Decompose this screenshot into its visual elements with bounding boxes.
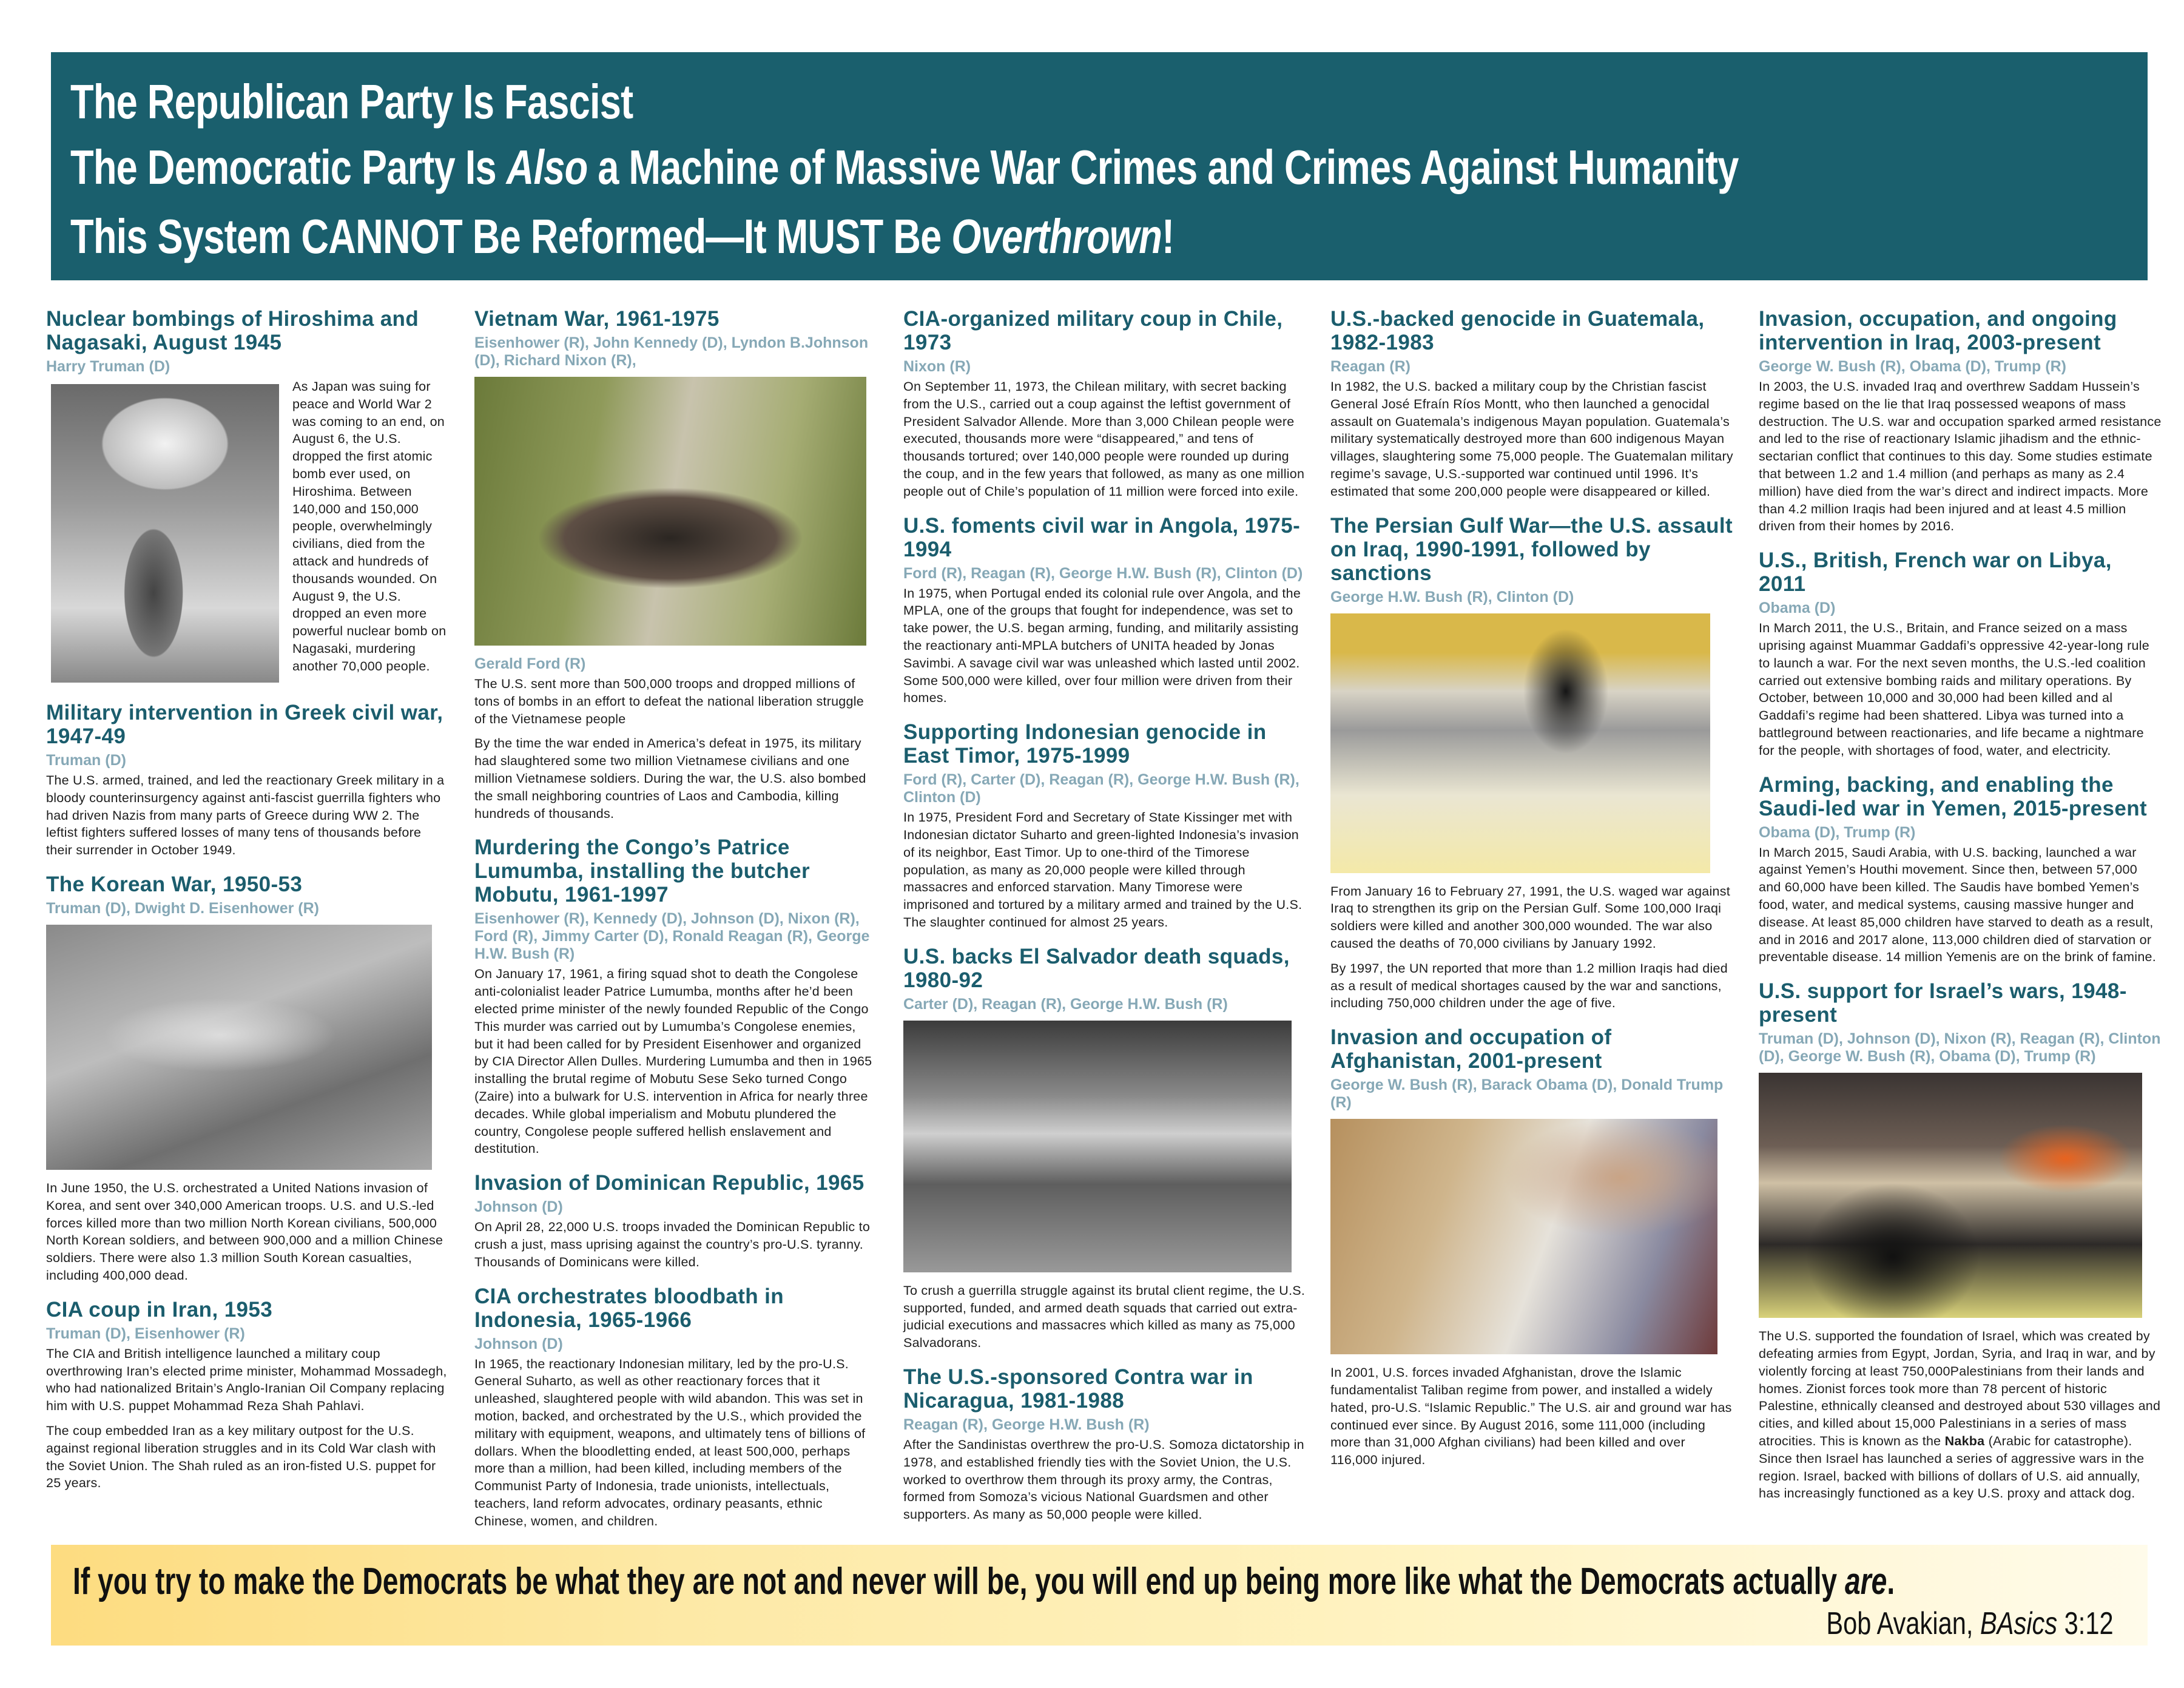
emphasis-text: are bbox=[1844, 1561, 1887, 1602]
headline-line-2 bbox=[70, 138, 1739, 197]
section-body bbox=[46, 1180, 449, 1285]
section bbox=[474, 1171, 877, 1271]
text-segment: The U.S. sent more than 500,000 troops and dropped millions of tons of bombs in an effort to defeat the national liberation struggle of the Vietnamese people bbox=[474, 677, 864, 726]
section bbox=[1759, 773, 2162, 967]
section-presidents: Reagan (R) bbox=[1330, 358, 1410, 375]
section-presidents: George H.W. Bush (R), Clinton (D) bbox=[1330, 588, 1574, 606]
section bbox=[46, 873, 449, 1285]
section-body bbox=[1330, 960, 1733, 1012]
section-presidents: Harry Truman (D) bbox=[46, 358, 170, 375]
text-segment: The U.S. supported the foundation of Israel, which was created by defeating armies from Egypt, Jordan, Syria, and Iraq in war, and by violently forcing at least 750,000Palestinians from their lands and homes. Zionist forces took more than 78 percent of historic Palestine, ethnically cleansed and destroyed about 530 villages and cities, and killed about 15,000 Palestinians in a series of mass atrocities. This is known as the bbox=[1759, 1329, 2161, 1448]
section-presidents: Eisenhower (R), Kennedy (D), Johnson (D), Nixon (R), Ford (R), Jimmy Carter (D), Ronald Reagan (R), George H.W. Bush (R) bbox=[474, 910, 870, 963]
emphasis-text: Nakba bbox=[1944, 1433, 1985, 1448]
quote-banner bbox=[51, 1545, 2148, 1646]
text-segment: The coup embedded Iran as a key military outpost for the U.S. against regional liberation struggles and in its Cold War clash with the Soviet Union. The Shah ruled as an iron-fisted U.S. puppet for 25 years. bbox=[46, 1423, 436, 1491]
text-segment: In March 2011, the U.S., Britain, and France seized on a mass uprising against Muammar Gaddafi’s oppressive 42-year-long rule to launch a war. For the next seven months, the U.S.-led coalition carried out extensive bombing raids and military operations. By October, between 10,000 and 30,000 had been killed and al Gaddafi’s regime had been shattered. Libya was turned into a battleground between reactionaries, and life became a nightmare for the people, with shortages of food, water, and electricity. bbox=[1759, 621, 2149, 758]
section-presidents: Truman (D), Dwight D. Eisenhower (R) bbox=[46, 899, 320, 917]
section-title: Invasion and occupation of Afghanistan, 2001-present bbox=[1330, 1025, 1612, 1073]
section-title: The Persian Gulf War—the U.S. assault on Iraq, 1990-1991, followed by sanctions bbox=[1330, 513, 1733, 585]
section-body bbox=[474, 965, 877, 1158]
column-4 bbox=[1330, 307, 1733, 1482]
section-presidents: Ford (R), Carter (D), Reagan (R), George H.W. Bush (R), Clinton (D) bbox=[903, 771, 1299, 806]
section-body bbox=[474, 1355, 877, 1530]
section-presidents: Nixon (R) bbox=[903, 358, 971, 375]
section bbox=[1759, 979, 2162, 1502]
emphasis-text: Also bbox=[506, 140, 588, 194]
section-body bbox=[46, 1422, 449, 1492]
text-segment: On September 11, 1973, the Chilean military, with secret backing from the U.S., carried out a coup against the leftist government of President Salvador Allende. More than 3,000 Chilean people were executed, thousands more were “disappeared,” and tens of thousands tortured; over 140,000 people were rounded up during the coup, and in the few years that followed, as many as one million people out of Chile’s population of 11 million were forced into exile. bbox=[903, 379, 1305, 499]
section-title: Supporting Indonesian genocide in East Timor, 1975-1999 bbox=[903, 720, 1267, 768]
text-segment: On April 28, 22,000 U.S. troops invaded the Dominican Republic to crush a just, mass uprising against the country’s pro-U.S. tyranny. Thousands of Dominicans were killed. bbox=[474, 1220, 871, 1269]
section-body bbox=[1330, 1364, 1733, 1469]
section bbox=[903, 945, 1306, 1352]
section-title: U.S. backs El Salvador death squads, 1980-92 bbox=[903, 944, 1290, 992]
photo-with-text bbox=[46, 378, 449, 687]
quote-attribution bbox=[1827, 1605, 2114, 1642]
section-body bbox=[1330, 883, 1733, 953]
headline-line-1 bbox=[70, 73, 633, 131]
text-segment: 3:12 bbox=[2057, 1606, 2114, 1641]
section-presidents: Johnson (D) bbox=[474, 1335, 563, 1352]
section-title: U.S. foments civil war in Angola, 1975-1994 bbox=[903, 513, 1301, 561]
section-title: Arming, backing, and enabling the Saudi-led war in Yemen, 2015-present bbox=[1759, 772, 2148, 820]
section-body bbox=[46, 772, 449, 859]
section-presidents: Carter (D), Reagan (R), George H.W. Bush (R) bbox=[903, 995, 1228, 1013]
section-title: Military intervention in Greek civil war, 1947-49 bbox=[46, 701, 443, 748]
section-title: The Korean War, 1950-53 bbox=[46, 872, 303, 896]
section-title: Murdering the Congo’s Patrice Lumumba, installing the butcher Mobutu, 1961-1997 bbox=[474, 836, 810, 907]
section-title: Invasion, occupation, and ongoing intervention in Iraq, 2003-present bbox=[1759, 307, 2117, 354]
section-body bbox=[1759, 619, 2162, 759]
section bbox=[1330, 1025, 1733, 1469]
section-body bbox=[903, 1436, 1306, 1524]
section bbox=[903, 307, 1306, 501]
text-segment: In 1982, the U.S. backed a military coup by the Christian fascist General José Efraín Ríos Montt, who then launched a genocidal assault on Guatemala’s indigenous Mayan population. Guatemala’s military systematically destroyed more than 600 indigenous Mayan villages, slaughtering some 75,000 people. The Guatemalan military regime’s savage, U.S.-supported war continued until 1996. It’s estimated that some 200,000 people were disappeared or killed. bbox=[1330, 379, 1733, 499]
text-segment: On January 17, 1961, a firing squad shot to death the Congolese anti-colonialist leader Patrice Lumumba, months after he’d been elected prime minister of the newly founded Republic of the Congo This murder was carried out by Lumumba’s Congolese enemies, but it had been called for by President Eisenhower and organized by CIA Director Allen Dulles. Murdering Lumumba and then in 1965 installing the brutal regime of Mobutu Sese Seko turned Congo (Zaire) into a bulwark for U.S. intervention in Africa for nearly three decades. While global imperialism and Mobutu plundered the country, Congolese people suffered hellish enslavement and destitution. bbox=[474, 967, 872, 1156]
section bbox=[1759, 307, 2162, 535]
hospital-child-photo bbox=[1330, 613, 1710, 873]
emphasis-text: BAsics bbox=[1980, 1606, 2058, 1641]
headline-line-3 bbox=[70, 208, 1174, 266]
section-body bbox=[1330, 378, 1733, 501]
text-segment: By the time the war ended in America’s defeat in 1975, its military had slaughtered some two million Vietnamese civilians and one million Vietnamese soldiers. During the war, the U.S. also bombed the small neighboring countries of Laos and Cambodia, killing hundreds of thousands. bbox=[474, 736, 866, 821]
section bbox=[474, 1285, 877, 1530]
mushroom-cloud-photo bbox=[51, 384, 279, 683]
quote-text bbox=[73, 1561, 1895, 1603]
section bbox=[46, 701, 449, 859]
section-presidents: Gerald Ford (R) bbox=[474, 655, 586, 672]
section-title: Vietnam War, 1961-1975 bbox=[474, 307, 720, 331]
section bbox=[46, 1298, 449, 1492]
section-body bbox=[903, 585, 1306, 707]
section bbox=[1330, 307, 1733, 501]
section-body bbox=[1759, 1328, 2162, 1502]
afghan-children-victims-photo bbox=[1330, 1119, 1717, 1354]
text-segment: If you try to make the Democrats be what they are not and never will be, you will end up being more like what the Democrats actually bbox=[73, 1561, 1845, 1602]
column-1 bbox=[46, 307, 449, 1505]
section-presidents: Obama (D), Trump (R) bbox=[1759, 823, 1916, 841]
text-segment: To crush a guerrilla struggle against its brutal client regime, the U.S. supported, funded, and armed death squads that carried out extra-judicial executions and massacres which killed as many as 75,000 Salvadorans. bbox=[903, 1283, 1306, 1351]
section-title: Invasion of Dominican Republic, 1965 bbox=[474, 1171, 864, 1195]
text-segment: ! bbox=[1162, 209, 1175, 263]
column-3 bbox=[903, 307, 1306, 1537]
section-presidents: Truman (D), Eisenhower (R) bbox=[46, 1325, 245, 1342]
text-segment: a Machine of Massive War Crimes and Crimes Against Humanity bbox=[587, 140, 1739, 194]
section bbox=[903, 720, 1306, 931]
text-segment: (Arabic for catastrophe). Since then Israel has launched a series of aggressive wars in the region. Israel, backed with billions of dollars of U.S. aid annually, has increasingly functioned as a key U.S. proxy and attack dog. bbox=[1759, 1433, 2145, 1501]
section-title: The U.S.-sponsored Contra war in Nicaragua, 1981-1988 bbox=[903, 1365, 1253, 1413]
text-segment: The Democratic Party Is bbox=[70, 140, 507, 194]
text-segment: This System CANNOT Be Reformed—It MUST Be bbox=[70, 209, 952, 263]
section bbox=[903, 514, 1306, 707]
text-segment: In 2001, U.S. forces invaded Afghanistan, drove the Islamic fundamentalist Taliban regime from power, and installed a widely hated, pro-U.S. “Islamic Republic.” The U.S. air and ground war has continued ever since. By August 2016, some 111,000 (including more than 31,000 Afghan civilians) had been killed and over 116,000 injured. bbox=[1330, 1365, 1732, 1468]
section-title: Nuclear bombings of Hiroshima and Nagasaki, August 1945 bbox=[46, 307, 419, 354]
section-presidents: George W. Bush (R), Barack Obama (D), Donald Trump (R) bbox=[1330, 1076, 1724, 1112]
section-presidents: Ford (R), Reagan (R), George H.W. Bush (R), Clinton (D) bbox=[903, 564, 1303, 582]
section-presidents: Eisenhower (R), John Kennedy (D), Lyndon B.Johnson (D), Richard Nixon (R), bbox=[474, 334, 869, 369]
text-segment: . bbox=[1887, 1561, 1895, 1602]
section-body bbox=[474, 675, 877, 728]
section-body bbox=[903, 809, 1306, 931]
headline-banner bbox=[51, 52, 2148, 280]
korean-war-victims-photo bbox=[46, 925, 432, 1170]
section bbox=[1330, 514, 1733, 1013]
text-segment: From January 16 to February 27, 1991, the U.S. waged war against Iraq to strengthen its grip on the Persian Gulf. Some 100,000 Iraqi soldiers were killed and another 300,000 wounded. The war also caused the deaths of 70,000 civilians by January 1992. bbox=[1330, 883, 1730, 951]
text-segment: The Republican Party Is Fascist bbox=[70, 75, 633, 129]
section-body bbox=[1759, 844, 2162, 967]
section-body bbox=[474, 735, 877, 822]
section-presidents: George W. Bush (R), Obama (D), Trump (R) bbox=[1759, 358, 2066, 375]
section-title: U.S., British, French war on Libya, 2011 bbox=[1759, 549, 2112, 596]
death-squad-victims-photo bbox=[903, 1021, 1292, 1272]
text-segment: Bob Avakian, bbox=[1826, 1606, 1981, 1641]
section-presidents: Obama (D) bbox=[1759, 599, 1836, 617]
emphasis-text: Overthrown bbox=[951, 209, 1162, 263]
text-segment: After the Sandinistas overthrew the pro-U.S. Somoza dictatorship in 1978, and established friendly ties with the Soviet Union, the U.S. worked to overthrow them through its proxy army, the Contras, formed from Somoza’s vicious National Guardsmen and other supporters. As many as 50,000 people were killed. bbox=[903, 1437, 1304, 1522]
column-5 bbox=[1759, 307, 2162, 1516]
section-title: U.S.-backed genocide in Guatemala, 1982-1983 bbox=[1330, 307, 1705, 354]
gaza-family-fleeing-photo bbox=[1759, 1073, 2142, 1318]
section bbox=[1759, 549, 2162, 759]
text-segment: The CIA and British intelligence launched a military coup overthrowing Iran’s elected prime minister, Mohammad Mossadegh, who had nationalized Britain’s Anglo-Iranian Oil Company replacing him with U.S. puppet Mohammad Reza Shah Pahlavi. bbox=[46, 1346, 447, 1414]
section-presidents: Johnson (D) bbox=[474, 1198, 563, 1216]
section bbox=[474, 836, 877, 1158]
text-segment: By 1997, the UN reported that more than 1.2 million Iraqis had died as a result of medical shortages caused by the war and sanctions, including 750,000 children under the age of five. bbox=[1330, 960, 1728, 1011]
text-segment: In June 1950, the U.S. orchestrated a United Nations invasion of Korea, and sent over 340,000 American troops. U.S. and U.S.-led forces killed more than two million North Korean civilians, 500,000 North Korean soldiers, and between 900,000 and a million Chinese soldiers. There were also 1.3 million South Korean casualties, including 400,000 dead. bbox=[46, 1180, 443, 1283]
section bbox=[474, 307, 877, 822]
section-title: CIA-organized military coup in Chile, 1973 bbox=[903, 307, 1283, 354]
section-presidents: Reagan (R), George H.W. Bush (R) bbox=[903, 1416, 1150, 1433]
text-segment: In 1965, the reactionary Indonesian military, led by the pro-U.S. General Suharto, as well as other reactionary forces that it unleashed, slaughtered people with wild abandon. This was set in motion, backed, and orchestrated by the U.S., which provided the military with equipment, weapons, and ultimately tens of billions of dollars. When the bloodletting ended, at least 500,000, perhaps more than a million, had been killed, including members of the Communist Party of Indonesia, trade unionists, intellectuals, teachers, land reform advocates, ordinary peasants, ethnic Chinese, women, and children. bbox=[474, 1356, 866, 1528]
section-body bbox=[903, 378, 1306, 501]
column-2 bbox=[474, 307, 877, 1544]
section bbox=[903, 1365, 1306, 1524]
section-title: CIA coup in Iran, 1953 bbox=[46, 1297, 273, 1322]
text-segment: As Japan was suing for peace and World War 2 was coming to an end, on August 6, the U.S. dropped the first atomic bomb ever used, on Hiroshima. Between 140,000 and 150,000 people, overwhelmingly civilians, died from the attack and hundreds of thousands wounded. On August 9, the U.S. dropped an even more powerful nuclear bomb on Nagasaki, murdering another 70,000 people. bbox=[292, 379, 447, 674]
section-body bbox=[46, 1345, 449, 1415]
text-segment: In 1975, President Ford and Secretary of State Kissinger met with Indonesian dictator Suharto and green-lighted Indonesia’s invasion of its neighbor, East Timor. Up to one-third of the Timorese population, as many as 20,000 people were killed through massacres and enforced starvation. Many Timorese were imprisoned and tortured by a military armed and trained by the U.S. The slaughter continued for almost 25 years. bbox=[903, 810, 1303, 930]
section bbox=[46, 307, 449, 687]
text-segment: In 2003, the U.S. invaded Iraq and overthrew Saddam Hussein’s regime based on the lie that Iraq possessed weapons of mass destruction. The U.S. war and occupation sparked armed resistance and led to the rise of reactionary Islamic jihadism and the ethnic-sectarian conflict that continues to this day. Some studies estimate that between 1.2 and 1.4 million (and perhaps as many as 2.4 million) have died from the war’s direct and indirect impacts. More than 4.2 million Iraqis had been injured and at least 4.5 million driven from their homes by 2016. bbox=[1759, 379, 2162, 534]
text-segment: In 1975, when Portugal ended its colonial rule over Angola, and the MPLA, one of the groups that fought for independence, was set to take power, the U.S. began arming, funding, and militarily assisting the reactionary anti-MPLA butchers of UNITA headed by Jonas Savimbi. A savage civil war was unleashed which lasted until 2002. Some 500,000 were killed, over four million were driven from their homes. bbox=[903, 586, 1301, 706]
section-body bbox=[474, 1218, 877, 1271]
section-presidents: Truman (D), Johnson (D), Nixon (R), Reagan (R), Clinton (D), George W. Bush (R), Obama (D), Trump (R) bbox=[1759, 1030, 2161, 1065]
section-title: CIA orchestrates bloodbath in Indonesia, 1965-1966 bbox=[474, 1284, 784, 1332]
section-title: U.S. support for Israel’s wars, 1948-present bbox=[1759, 979, 2127, 1027]
section-body bbox=[903, 1282, 1306, 1352]
section-body bbox=[1759, 378, 2162, 535]
text-segment: In March 2015, Saudi Arabia, with U.S. backing, launched a war against Yemen’s Houthi movement. Since then, between 57,000 and 60,000 have been killed. The Saudis have bombed Yemen’s food, water, and medical systems, causing massive hunger and disease. At least 85,000 children have starved to death as a result, and in 2016 and 2017 alone, 113,000 children died of starvation or preventable disease. 14 million Yemenis are on the brink of famine. bbox=[1759, 845, 2156, 965]
my-lai-massacre-photo bbox=[474, 377, 866, 646]
section-presidents: Truman (D) bbox=[46, 752, 126, 769]
text-segment: The U.S. armed, trained, and led the reactionary Greek military in a bloody counterinsurgency against anti-fascist guerrilla fighters who had driven Nazis from many parts of Greece during WW 2. The leftist fighters suffered losses of many tens of thousands before their surrender in October 1949. bbox=[46, 773, 445, 858]
